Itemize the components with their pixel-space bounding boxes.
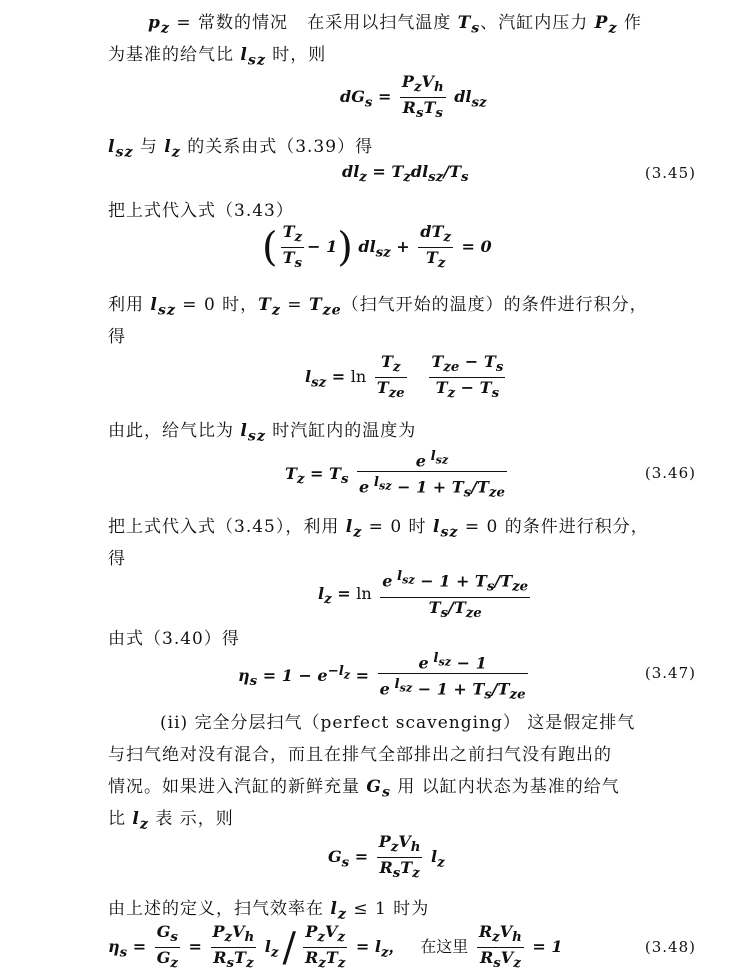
text-line-14: 比 $l_z$ 表 示，则 [108,809,234,833]
text-line-4: 把上式代入式（3.43） [108,201,294,221]
equation-9: $\eta_s$ = $\frac{G_s}{G_z}$ = $\frac{P_zV_h}{R_sT_z}$ $l_z$ / $\frac{P_zV_z}{R_zT_z}$ = $l_z$， 在这里 $\frac{R_zV_h}{R_sV_z}$ = 1 [108,922,563,972]
equation-8: $G_s$ = $\frac{P_zV_h}{R_sT_z}$ $l_z$ [328,832,445,882]
src-l1 [0,0,1,1]
equation-5: $T_z = T_s$ $\frac{e ^{l_{sz}}}{e ^{l_{sz}} - 1 + T_s/T_{ze}}$ [285,448,505,501]
text-line-2: 为基准的给气比 $l_{sz}$ 时，则 [108,45,327,69]
text-line-7: 由此，给气比为 $l_{sz}$ 时汽缸内的温度为 [108,421,417,445]
text-line-1: $p_z$ = 常数的情况 在采用以扫气温度 $T_s$、汽缸内压力 $P_z$ 作 [148,13,642,37]
text-line-3: $l_{sz}$ 与 $l_z$ 的关系由式（3.39）得 [108,137,374,161]
equation-number-3-46: (3.46) [644,464,696,482]
text-line-9: 得 [108,549,126,569]
text-line-11: (ii) 完全分层扫气（perfect scavenging） 这是假定排气 [160,713,636,733]
equation-number-3-45: (3.45) [644,164,696,182]
text-line-5: 利用 $l_{sz} = 0$ 时，$T_z = T_{ze}$（扫气开始的温度）的条件进行积分， [108,295,648,319]
equation-number-3-48: (3.48) [644,938,696,956]
text-line-12: 与扫气绝对没有混合，而且在排气全部排出之前扫气没有跑出的 [108,745,612,765]
text-line-6: 得 [108,327,126,347]
equation-2: $dl_z = T_zdl_{sz}/T_s$ [342,162,469,186]
equation-4: $l_{sz} = \ln$ $\frac{T_z}{T_{ze}}$ $\frac{T_{ze} - T_s}{T_z - T_s}$ [305,352,504,402]
text-line-8: 把上式代入式（3.45），利用 $l_z = 0$ 时 $l_{sz} = 0$ 的条件进行积分， [108,517,649,541]
equation-1: $dG_s$ = $\frac{P_zV_h}{R_sT_s}$ $dl_{sz}$ [340,72,487,122]
text-line-10: 由式（3.40）得 [108,629,240,649]
text-line-13: 情况。如果进入汽缸的新鲜充量 $G_s$ 用 以缸内状态为基准的给气 [108,777,620,801]
equation-number-3-47: (3.47) [644,664,696,682]
equation-3: ( $\frac{T_z}{T_s}$ − 1) $dl_{sz}$ + $\frac{dT_z}{T_z}$ = 0 [262,222,492,272]
text-line-15: 由上述的定义，扫气效率在 $l_z \le 1$ 时为 [108,899,430,923]
equation-6: $l_z = \ln$ $\frac{e ^{l_{sz}} - 1 + T_s/T_{ze}}{T_s/T_{ze}}$ [318,568,529,621]
equation-7: $\eta_s = 1 - e^{-l_z}$ = $\frac{e ^{l_{sz}} - 1}{e ^{l_{sz}} - 1 + T_s/T_{ze}}$ [238,650,526,703]
